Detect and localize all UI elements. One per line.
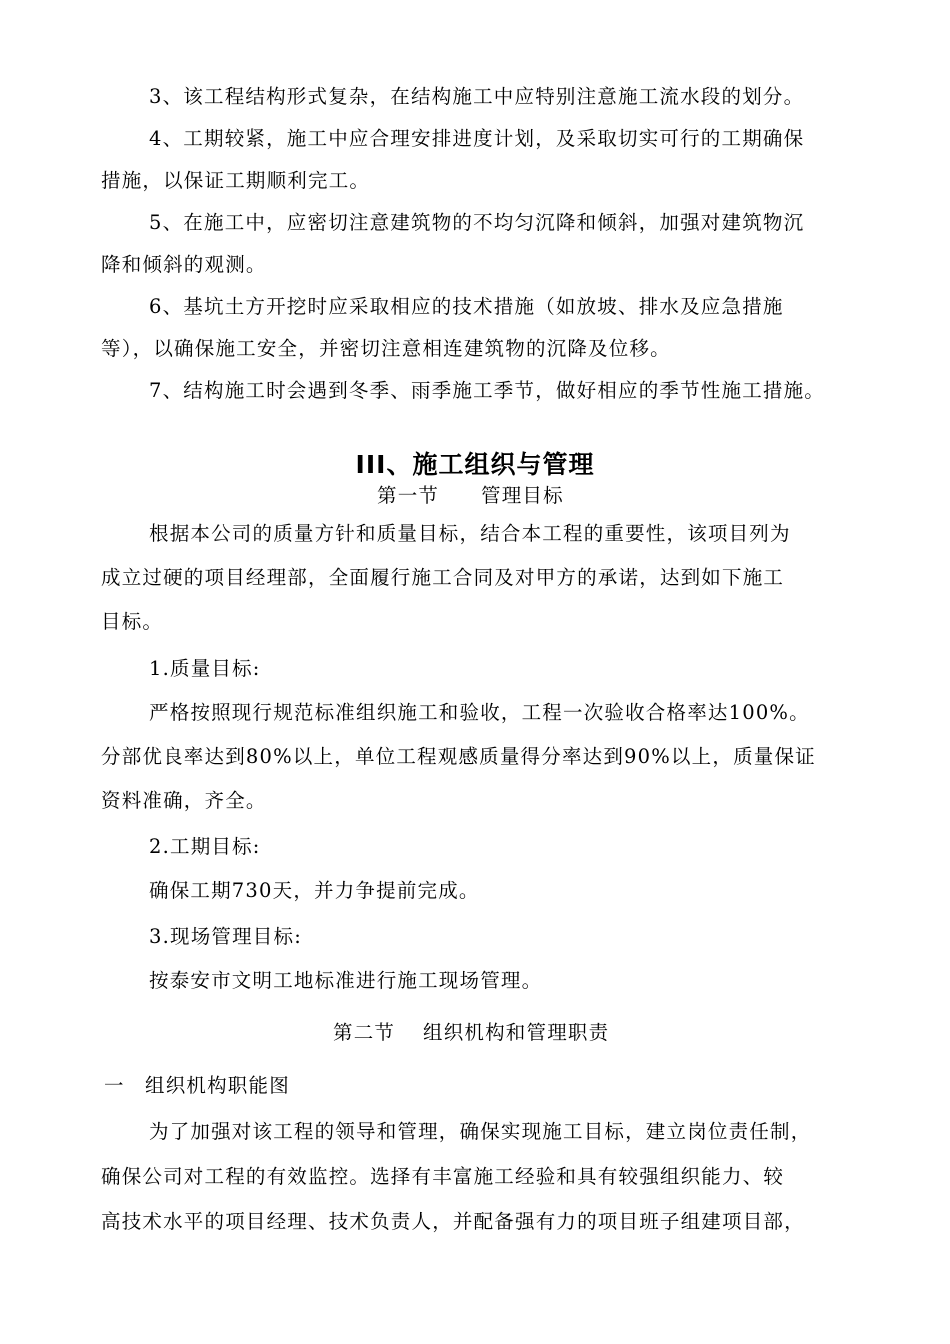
section-2-title: 组织机构和管理职责 xyxy=(423,1021,610,1044)
schedule-goal-line-1: 确保工期730天，并力争提前完成。 xyxy=(149,879,480,902)
section-1-intro-line-2: 成立过硬的项目经理部，全面履行施工合同及对甲方的承诺，达到如下施工 xyxy=(101,566,785,589)
risk-item-4-line-1: 4、工期较紧，施工中应合理安排进度计划，及采取切实可行的工期确保 xyxy=(149,127,805,150)
risk-item-3-line-1: 3、该工程结构形式复杂，在结构施工中应特别注意施工流水段的划分。 xyxy=(149,85,805,108)
risk-item-6-line-1: 6、基坑土方开挖时应采取相应的技术措施（如放坡、排水及应急措施 xyxy=(149,295,784,318)
section-1-intro-line-3: 目标。 xyxy=(101,610,164,633)
subsection-title: 组织机构职能图 xyxy=(145,1074,290,1097)
section-2-body-line-3: 高技术水平的项目经理、技术负责人，并配备强有力的项目班子组建项目部， xyxy=(101,1210,805,1233)
section-1-label: 第一节 xyxy=(377,484,440,507)
risk-item-4-line-2: 措施，以保证工期顺利完工。 xyxy=(101,169,371,192)
section-2-label: 第二节 xyxy=(333,1021,396,1044)
subsection-number: 一 xyxy=(104,1074,125,1097)
site-management-goal-line-1: 按泰安市文明工地标准进行施工现场管理。 xyxy=(149,969,543,992)
risk-item-7-line-1: 7、结构施工时会遇到冬季、雨季施工季节，做好相应的季节性施工措施。 xyxy=(149,379,826,402)
quality-goal-heading: 1.质量目标: xyxy=(149,657,261,680)
risk-item-6-line-2: 等），以确保施工安全，并密切注意相连建筑物的沉降及位移。 xyxy=(101,337,671,360)
quality-goal-line-3: 资料准确，齐全。 xyxy=(101,789,267,812)
chapter-title: III、施工组织与管理 xyxy=(355,450,595,479)
risk-item-5-line-1: 5、在施工中，应密切注意建筑物的不均匀沉降和倾斜，加强对建筑物沉 xyxy=(149,211,805,234)
site-management-goal-heading: 3.现场管理目标: xyxy=(149,925,302,948)
quality-goal-line-2: 分部优良率达到80%以上，单位工程观感质量得分率达到90%以上，质量保证 xyxy=(101,745,816,768)
section-2-body-line-2: 确保公司对工程的有效监控。选择有丰富施工经验和具有较强组织能力、较 xyxy=(101,1165,785,1188)
quality-goal-line-1: 严格按照现行规范标准组织施工和验收，工程一次验收合格率达100%。 xyxy=(149,701,810,724)
section-1-title: 管理目标 xyxy=(481,484,564,507)
section-1-intro-line-1: 根据本公司的质量方针和质量目标，结合本工程的重要性，该项目列为 xyxy=(149,522,791,545)
section-2-body-line-1: 为了加强对该工程的领导和管理，确保实现施工目标，建立岗位责任制， xyxy=(149,1120,812,1143)
risk-item-5-line-2: 降和倾斜的观测。 xyxy=(101,253,267,276)
schedule-goal-heading: 2.工期目标: xyxy=(149,835,261,858)
